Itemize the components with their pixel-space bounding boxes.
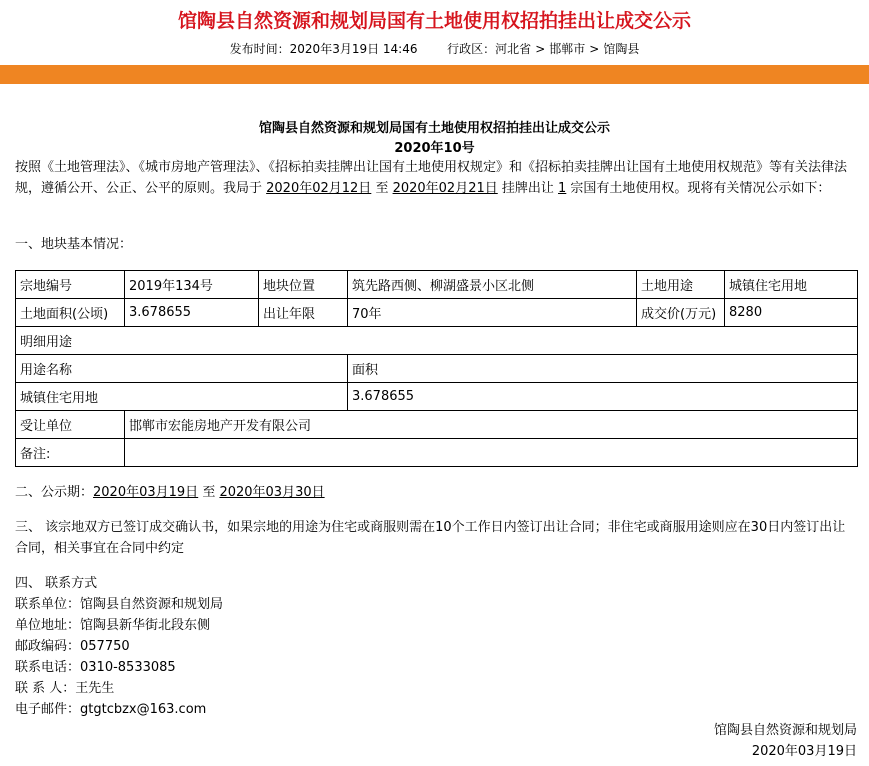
assignee-value: 邯郸市宏能房地产开发有限公司 bbox=[125, 411, 858, 439]
table-row bbox=[16, 411, 858, 439]
parcel-no-value: 2019年134号 bbox=[125, 271, 259, 299]
contact-unit: 联系单位：馆陶县自然资源和规划局 bbox=[15, 597, 224, 612]
orange-divider-bar bbox=[0, 65, 869, 84]
section-1-heading: 一、地块基本情况： bbox=[15, 237, 133, 252]
section-3-contract-note: 三、 该宗地双方已签订成交确认书，如果宗地的用途为住宅或商服则需在10个工作日内签订出让合同；非住宅或商服用途则应在30日内签订出让合同，相关事宜在合同中约定 bbox=[15, 520, 846, 556]
contact-heading: 四、 联系方式 bbox=[15, 576, 98, 591]
intro-paragraph: 按照《土地管理法》、《城市房地产管理法》、《招标拍卖挂牌出让国有土地使用权规定》和《招标拍卖挂牌出让国有土地使用权规范》等有关法律法规，遵循公开、公正、公平的原则。我局于 2020年02月12日 至 2020年02月21日 挂牌出让 1 宗国有土地使用权。现将有关情况公示如下： bbox=[15, 160, 848, 196]
parcel-count: 1 bbox=[558, 181, 567, 196]
publish-time: 2020年3月19日 14:46 bbox=[289, 42, 418, 56]
publish-meta bbox=[0, 40, 869, 57]
contact-postcode: 邮政编码：057750 bbox=[15, 639, 130, 654]
usage-label: 土地用途 bbox=[637, 271, 725, 299]
detail-area-value: 3.678655 bbox=[348, 383, 858, 411]
page-title: 馆陶县自然资源和规划局国有土地使用权招拍挂出让成交公示 bbox=[177, 10, 691, 32]
signature-date: 2020年03月19日 bbox=[751, 744, 857, 759]
contact-phone: 联系电话：0310-8533085 bbox=[15, 660, 176, 675]
signature-org: 馆陶县自然资源和规划局 bbox=[713, 723, 857, 738]
remark-value bbox=[125, 439, 858, 467]
region-province-link[interactable]: 河北省 bbox=[495, 42, 532, 56]
area-label: 土地面积(公顷) bbox=[16, 299, 125, 327]
document-title: 馆陶县自然资源和规划局国有土地使用权招拍挂出让成交公示 bbox=[258, 121, 610, 136]
use-name-header: 用途名称 bbox=[16, 355, 348, 383]
breadcrumb-separator: > bbox=[535, 42, 546, 56]
price-value: 8280 bbox=[725, 299, 858, 327]
region-county-link[interactable]: 馆陶县 bbox=[603, 42, 640, 56]
breadcrumb-separator: > bbox=[589, 42, 600, 56]
document-number: 2020年10号 bbox=[394, 141, 475, 156]
publish-label: 发布时间： bbox=[229, 42, 290, 56]
publicity-start-date: 2020年03月19日 bbox=[93, 485, 199, 500]
usage-value: 城镇住宅用地 bbox=[725, 271, 858, 299]
detail-use-value: 城镇住宅用地 bbox=[16, 383, 348, 411]
listing-start-date: 2020年02月12日 bbox=[266, 181, 372, 196]
price-label: 成交价(万元) bbox=[637, 299, 725, 327]
location-label: 地块位置 bbox=[259, 271, 348, 299]
location-value: 筑先路西侧、柳湖盛景小区北侧 bbox=[348, 271, 637, 299]
region-label: 行政区： bbox=[447, 42, 496, 56]
section-2-publicity-period: 二、公示期：2020年03月19日 至 2020年03月30日 bbox=[15, 485, 325, 500]
contact-email: 电子邮件：gtgtcbzx@163.com bbox=[15, 702, 207, 717]
contact-address: 单位地址：馆陶县新华街北段东侧 bbox=[15, 618, 211, 633]
term-value: 70年 bbox=[348, 299, 637, 327]
detail-use-heading: 明细用途 bbox=[16, 327, 858, 355]
remark-label: 备注: bbox=[16, 439, 125, 467]
listing-end-date: 2020年02月21日 bbox=[392, 181, 498, 196]
table-row bbox=[16, 383, 858, 411]
contact-person: 联 系 人：王先生 bbox=[15, 681, 115, 696]
table-row bbox=[16, 439, 858, 467]
contact-section bbox=[15, 573, 223, 720]
detail-area-header: 面积 bbox=[348, 355, 858, 383]
parcel-info-table bbox=[15, 270, 858, 467]
table-row bbox=[16, 327, 858, 355]
table-row bbox=[16, 355, 858, 383]
assignee-label: 受让单位 bbox=[16, 411, 125, 439]
signature-block bbox=[714, 720, 857, 762]
region-city-link[interactable]: 邯郸市 bbox=[549, 42, 586, 56]
term-label: 出让年限 bbox=[259, 299, 348, 327]
table-row bbox=[16, 271, 858, 299]
publicity-end-date: 2020年03月30日 bbox=[219, 485, 325, 500]
parcel-no-label: 宗地编号 bbox=[16, 271, 125, 299]
area-value: 3.678655 bbox=[125, 299, 259, 327]
table-row bbox=[16, 299, 858, 327]
